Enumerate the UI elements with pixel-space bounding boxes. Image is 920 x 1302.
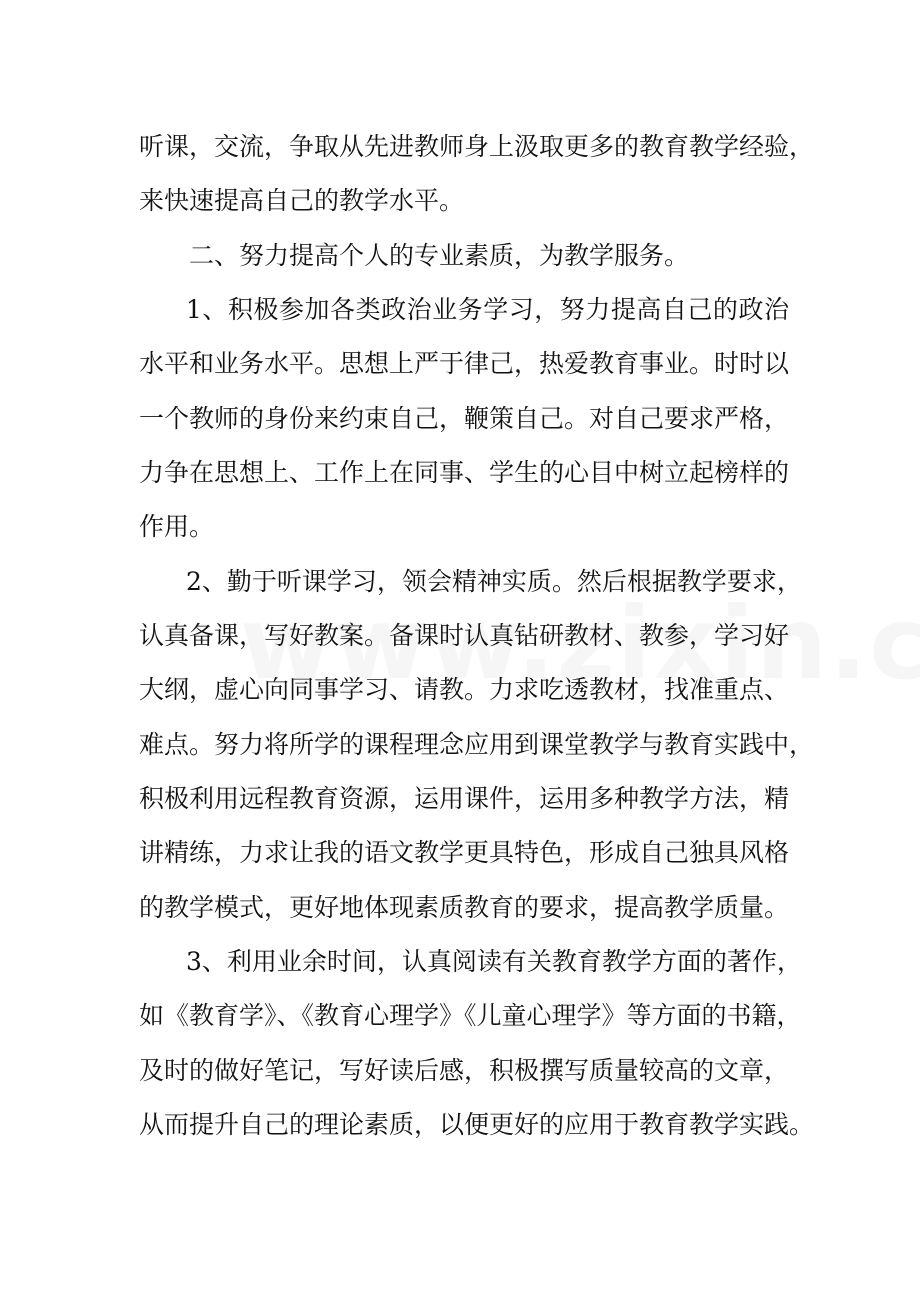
text-line: 作用。: [139, 512, 215, 541]
text-line: 难点。努力将所学的课程理念应用到课堂教学与教育实践中，: [139, 730, 815, 759]
text-line: 从而提升自己的理论素质，以便更好的应用于教育教学实践。: [139, 1110, 815, 1139]
text-line: 来快速提高自己的教学水平。: [139, 186, 465, 215]
text-line: 大纲，虚心向同事学习、请教。力求吃透教材，找准重点、: [139, 675, 790, 704]
text-line: 3、利用业余时间，认真阅读有关教育教学方面的著作，: [186, 947, 802, 976]
text-line: 一个教师的身份来约束自己，鞭策自己。对自己要求严格，: [139, 404, 790, 433]
text-line: 及时的做好笔记，写好读后感，积极撰写质量较高的文章，: [139, 1056, 790, 1085]
text-line: 1、积极参加各类政治业务学习，努力提高自己的政治: [186, 295, 789, 324]
text-line: 如《教育学》、《教育心理学》《儿童心理学》等方面的书籍，: [139, 1001, 802, 1030]
text-line: 水平和业务水平。思想上严于律己，热爱教育事业。时时以: [139, 349, 790, 378]
text-line: 认真备课，写好教案。备课时认真钻研教材、教参，学习好: [139, 621, 790, 650]
text-line: 2、勤于听课学习，领会精神实质。然后根据教学要求，: [186, 567, 802, 596]
section-heading: 二、努力提高个人的专业素质，为教学服务。: [189, 241, 690, 270]
text-line: 力争在思想上、工作上在同事、学生的心目中树立起榜样的: [139, 458, 790, 487]
text-line: 听课，交流，争取从先进教师身上汲取更多的教育教学经验，: [139, 132, 815, 161]
text-line: 积极利用远程教育资源，运用课件，运用多种教学方法，精: [139, 784, 790, 813]
text-line: 的教学模式，更好地体现素质教育的要求，提高教学质量。: [139, 893, 790, 922]
text-line: 讲精练，力求让我的语文教学更具特色，形成自己独具风格: [139, 838, 790, 867]
